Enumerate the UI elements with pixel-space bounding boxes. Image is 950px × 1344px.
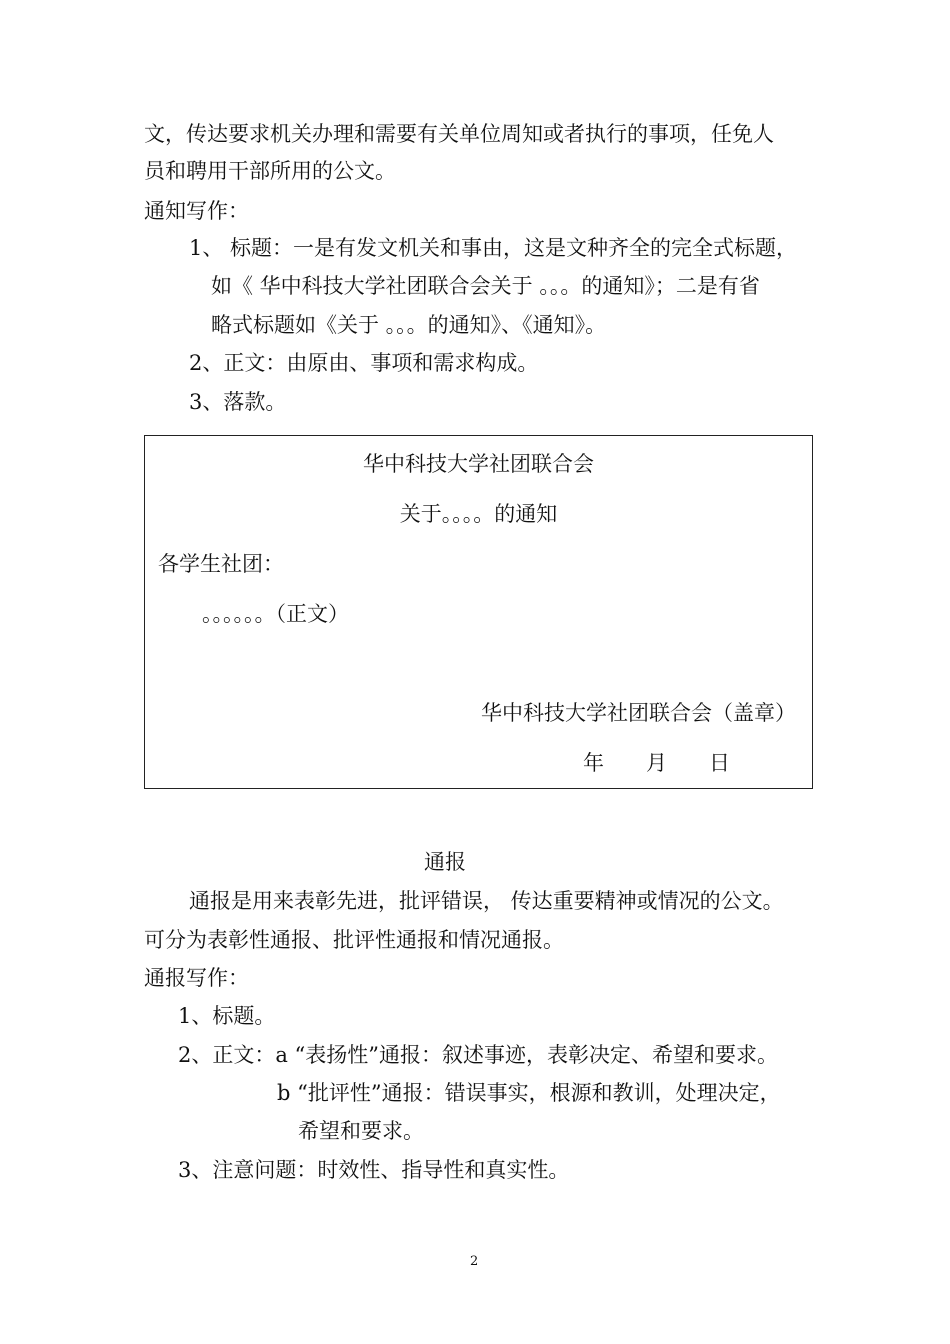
bulletin-writing-heading: 通报写作： (144, 966, 249, 990)
notice-writing-heading: 通知写作： (144, 199, 249, 223)
notice-item-3: 3、落款。 (189, 390, 287, 414)
bulletin-item-2a: 2、正文：a “表扬性”通报：叙述事迹，表彰决定、希望和要求。 (178, 1043, 779, 1067)
intro-line-2: 员和聘用干部所用的公文。 (144, 159, 396, 183)
notice-item-1-line-3: 略式标题如《关于 。。。的通知》、《通知》。 (211, 313, 607, 337)
sample-notice-box (144, 435, 813, 789)
sample-notice-title: 关于。。。。的通知 (399, 502, 558, 526)
notice-item-1-line-1: 1、 标题：一是有发文机关和事由，这是文种齐全的完全式标题， (189, 236, 798, 260)
bulletin-paragraph-line-2: 可分为表彰性通报、批评性通报和情况通报。 (144, 928, 564, 952)
intro-line-1: 文，传达要求机关办理和需要有关单位周知或者执行的事项，任免人 (144, 122, 774, 146)
bulletin-item-3: 3、注意问题：时效性、指导性和真实性。 (178, 1158, 570, 1182)
bulletin-item-2b-line-2: 希望和要求。 (298, 1119, 424, 1143)
bulletin-title: 通报 (424, 850, 466, 874)
bulletin-paragraph-line-1: 通报是用来表彰先进，批评错误， 传达重要精神或情况的公文。 (189, 889, 784, 913)
notice-item-1-line-2: 如《 华中科技大学社团联合会关于 。。。的通知》；二是有省 (211, 274, 760, 298)
sample-notice-date: 年 月 日 (583, 751, 730, 775)
sample-notice-recipient: 各学生社团： (158, 552, 284, 576)
bulletin-item-2b-line-1: b “批评性”通报：错误事实，根源和教训，处理决定， (277, 1081, 781, 1105)
sample-notice-body: 。。。。。。（正文） (202, 602, 349, 626)
sample-notice-org: 华中科技大学社团联合会 (363, 452, 594, 476)
page-number: 2 (470, 1254, 479, 1269)
sample-notice-signature: 华中科技大学社团联合会（盖章） (481, 701, 796, 725)
notice-item-2: 2、正文：由原由、事项和需求构成。 (189, 351, 539, 375)
bulletin-item-1: 1、标题。 (178, 1004, 276, 1028)
